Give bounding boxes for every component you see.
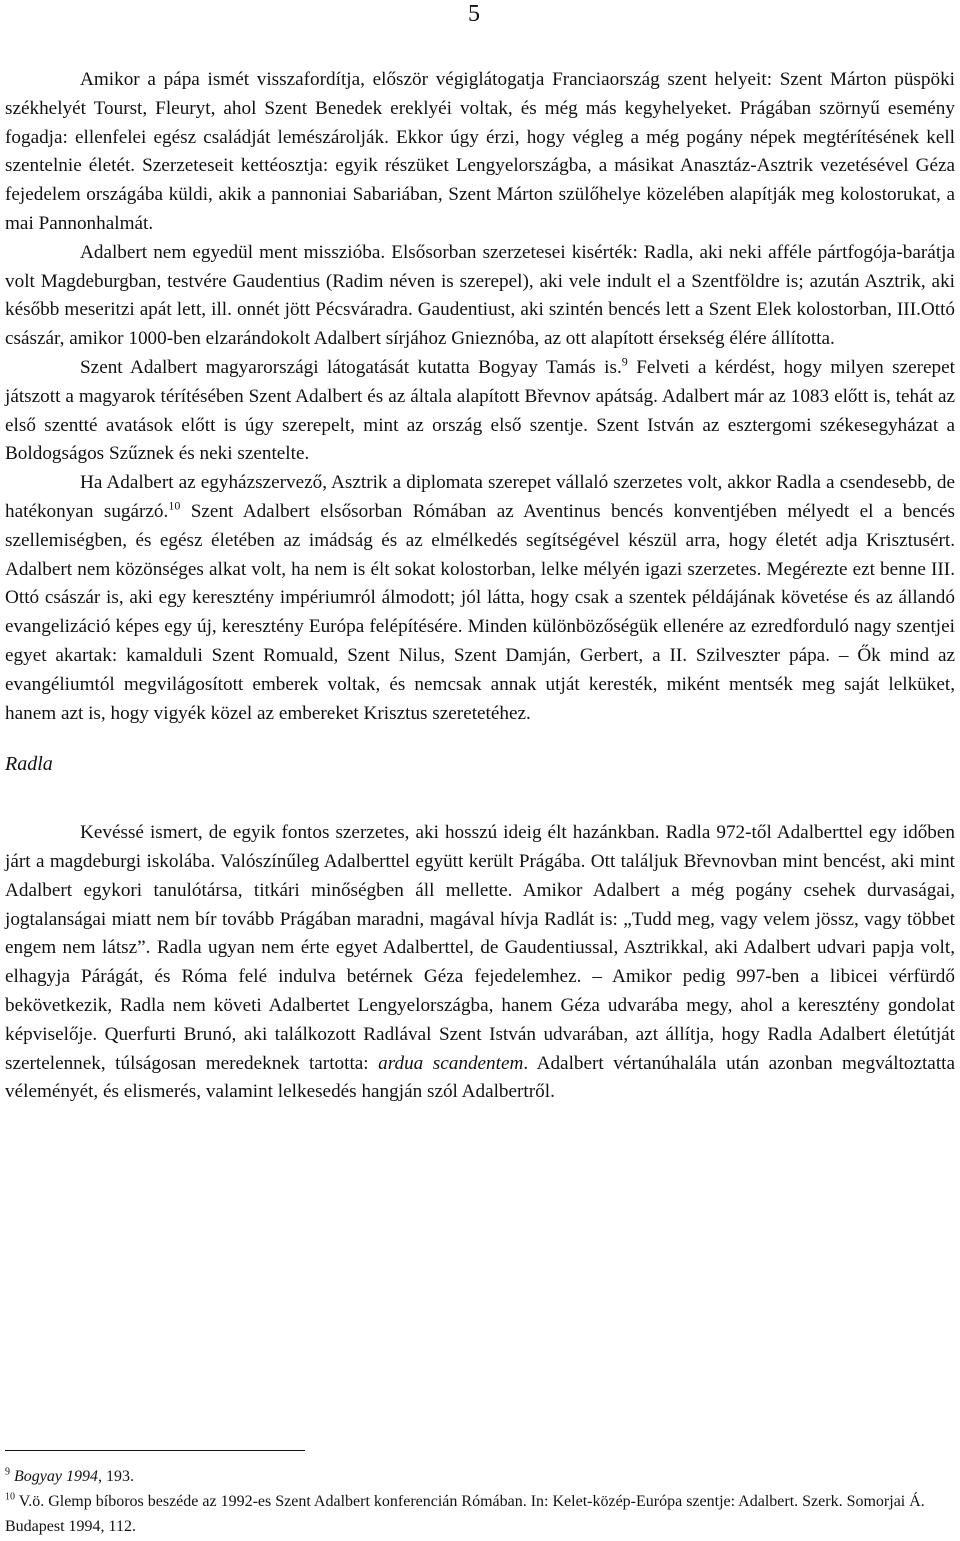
paragraph-5-text-b: . Adalbert vértanúhalála után azonban megváltoztatta véleményét, és elismerés, valamint lelkesedés hangján szól Adalbertről. (5, 1052, 955, 1103)
paragraph-5-text-a: Kevéssé ismert, de egyik fontos szerzetes, aki hosszú ideig élt hazánkban. Radla 972-től Adalberttel egy időben járt a magdeburgi iskolába. Valószínűleg Adalberttel együtt került Prágába. Ott találjuk Břevnovban mint bencést, aki mint Adalbert egykori tanulótársa, titkári minőségben áll mellette. Amikor Adalbert a még pogány csehek durvaságai, jogtalanságai miatt nem bír tovább Prágában maradni, magával hívja Radlát is: „Tudd meg, vagy velem jössz, vagy többet engem nem látsz”. Radla ugyan nem érte egyet Adalberttel, de Gaudentiussal, Asztrikkal, aki Adalbert udvari papja volt, elhagyja Párágát, és Róma felé indulva betérnek Géza fejedelemhez. – Amikor pedig 997-ben a libicei vérfürdő bekövetkezik, Radla nem követi Adalbertet Lengyelországba, hanem Géza udvarába megy, ahol a keresztény gondolat képviselője. Querfurti Brunó, aki találkozott Radlával Szent István udvarában, azt állítja, hogy Radla Adalbert életútját szertelennek, túlságosan meredeknek tartotta: (5, 822, 955, 1074)
footnote-number-10: 10 (5, 1491, 15, 1503)
footnote-9 (5, 1464, 955, 1489)
footnote-number-9: 9 (5, 1466, 10, 1478)
footnote-ref-9[interactable]: 9 (621, 354, 628, 369)
main-text (5, 66, 955, 1107)
footnote-9-text: , 193. (97, 1468, 134, 1485)
paragraph-4 (5, 469, 955, 728)
section-heading-radla: Radla (5, 753, 53, 776)
page-number: 5 (468, 1, 480, 27)
paragraph-3-text-b: Felveti a kérdést, hogy milyen szerepet játszott a magyarok térítésében Szent Adalbert és az általa alapított Břevnov apátság. Adalbert már az 1083 előtt is, tehát az első szentté avatások előtt is úgy szerepelt, mint az ország első szentje. Szent István az esztergomi székesegyházat a Boldogságos Szűznek és neki szentelte. (5, 356, 955, 465)
footnote-10 (5, 1489, 955, 1539)
paragraph-2: Adalbert nem egyedül ment misszióba. Elsősorban szerzetesei kisérték: Radla, aki neki afféle pártfogója-barátja volt Magdeburgban, testvére Gaudentius (Radim néven is szerepel), aki vele indult el a Szentföldre is; azután Asztrik, aki később meseritzi apát lett, ill. onnét jött Pécsváradra. Gaudentiust, aki szintén bencés lett a Szent Elek kolostorban, III.Ottó császár, amikor 1000-ben elzarándokolt Adalbert sírjához Gnieznóba, az ott alapított érsekség élére állította. (5, 241, 955, 350)
paragraph-3 (5, 354, 955, 469)
footnote-10-text: V.ö. Glemp bíboros beszéde az 1992-es Szent Adalbert konferencián Rómában. In: Kelet-közép-Európa szentje: Adalbert. Szerk. Somorjai Á. Budapest 1994, 112. (5, 1493, 925, 1535)
footnotes (5, 1464, 955, 1539)
footnote-9-author: Bogyay 1994 (14, 1468, 98, 1485)
paragraph-4-text-b: Szent Adalbert elsősorban Rómában az Aventinus bencés konventjében mélyedt el a bencés szellemiségben, és egész életében az imádság és az elmélkedés segítségével készül arra, hogy életét adja Krisztusért. Adalbert nem közönséges alkat volt, ha nem is élt sokat kolostorban, lelke mélyén igazi szerzetes. Megérezte ezt benne III. Ottó császár is, aki egy keresztény impériumról álmodott; jól látta, hogy csak a szentek példájának követése és az állandó evangelizáció képes egy új, keresztény Európa felépítésére. Minden különbözőségük ellenére az ezredforduló nagy szentjei egyet akartak: kamalduli Szent Romuald, Szent Nilus, Szent Damján, Gerbert, a II. Szilveszter pápa. – Ők mind az evangéliumtól megvilágosított emberek voltak, és nemcsak annak utját keresték, miként mentsék meg saját lelküket, hanem azt is, hogy vigyék közel az embereket Krisztus szeretetéhez. (5, 500, 955, 724)
paragraph-1: Amikor a pápa ismét visszafordítja, először végiglátogatja Franciaország szent helyeit: Szent Márton püspöki székhelyét Tourst, Fleuryt, ahol Szent Benedek ereklyéi voltak, és még más kegyhelyeket. Prágában szörnyű esemény fogadja: ellenfelei egész családját lemészárolják. Ekkor úgy érzi, hogy végleg a még pogány népek megtérítésének kell szentelnie életét. Szerzeteseit kettéosztja: egyik részüket Lengyelországba, a másikat Anasztáz-Asztrik vezetésével Géza fejedelem országába küldi, akik a pannoniai Sabariában, Szent Márton szülőhelye közelében alapítják meg kolostorukat, a mai Pannonhalmát. (5, 69, 955, 234)
latin-quote: ardua scandentem (378, 1052, 524, 1074)
paragraph-5 (5, 819, 955, 1107)
paragraph-4-text-a: Ha Adalbert az egyházszervező, Asztrik a diplomata szerepet vállaló szerzetes volt, akkor Radla a csendesebb, de hatékonyan sugárzó. (5, 472, 955, 522)
footnote-ref-10[interactable]: 10 (168, 498, 181, 513)
footnote-divider (5, 1450, 305, 1451)
paragraph-3-text-a: Szent Adalbert magyarországi látogatását kutatta Bogyay Tamás is. (80, 356, 622, 378)
